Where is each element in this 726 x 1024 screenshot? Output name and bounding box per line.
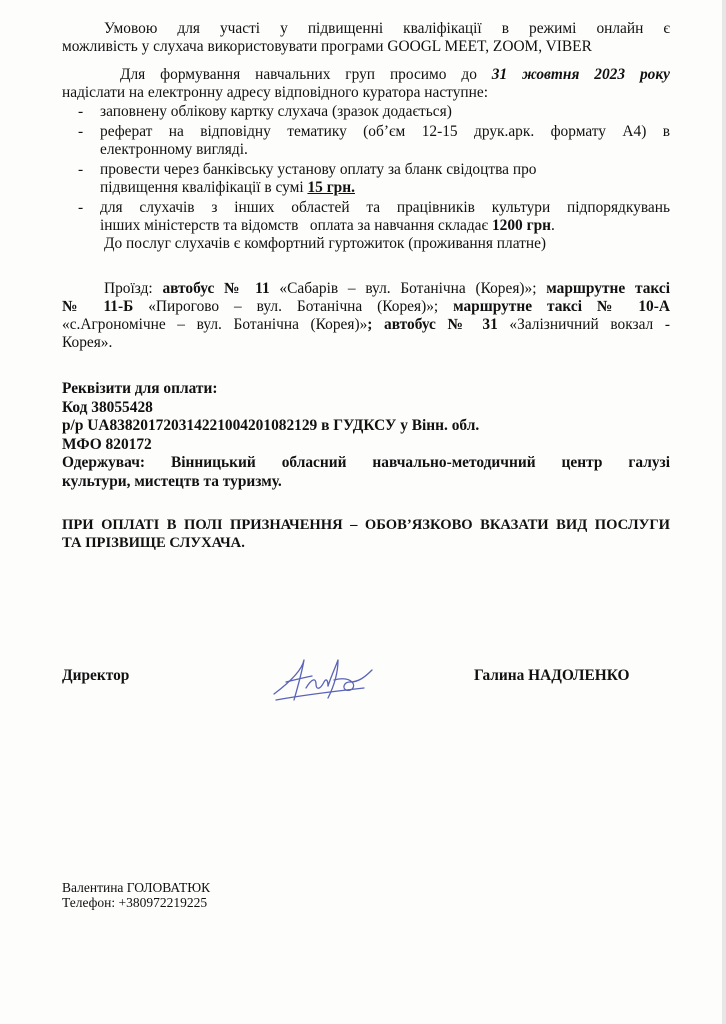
transport-section <box>62 280 670 352</box>
bus-31: ; автобус № 31 <box>367 316 498 333</box>
dormitory-note: До послуг слухачів є комфортний гуртожиток (проживання платне) <box>104 235 547 252</box>
list-item-text: заповнену облікову картку слухача (зразок додається) <box>100 103 452 120</box>
list-item-text: реферат на відповідну тематику (об’єм 12-15 друк.арк. формату А4) в <box>100 123 670 140</box>
signatory-name: Галина НАДОЛЕНКО <box>474 667 630 684</box>
payment-code: Код 38055428 <box>62 398 153 416</box>
payment-recipient: Одержувач: Вінницький обласний навчально-методичний центр галузі <box>62 454 670 471</box>
deadline-line <box>62 66 670 84</box>
payment-warning <box>62 516 670 552</box>
list-item-text-cont <box>100 217 670 235</box>
fee-amount: 15 грн. <box>307 179 355 196</box>
bullet-dash: - <box>78 199 84 216</box>
contact-block <box>62 880 210 910</box>
deadline-text: Для формування навчальних груп просимо до <box>120 66 492 83</box>
intro-line-1: Умовою для участі у підвищенні кваліфікації в режимі онлайн є <box>104 20 670 37</box>
payment-account: р/р UA838201720314221004201082129 в ГУДКСУ у Вінн. обл. <box>62 417 480 434</box>
requirements-list <box>62 103 670 253</box>
bus-11-route: «Сабарів – вул. Ботанічна (Корея)»; <box>269 280 547 297</box>
payment-recipient-cont: культури, мистецтв та туризму. <box>62 472 282 490</box>
fee-text: підвищення кваліфікації в сумі <box>100 179 308 196</box>
transport-label: Проїзд: <box>104 280 163 297</box>
payment-mfo: МФО 820172 <box>62 435 152 453</box>
payment-title: Реквізити для оплати: <box>62 380 218 397</box>
page-edge-shadow <box>722 0 726 1024</box>
transport-line-3 <box>62 316 670 334</box>
bullet-dash: - <box>78 161 84 178</box>
warning-line-2: ТА ПРІЗВИЩЕ СЛУХАЧА. <box>62 535 245 551</box>
list-item <box>62 161 670 197</box>
warning-line-1: ПРИ ОПЛАТІ В ПОЛІ ПРИЗНАЧЕННЯ – ОБОВ’ЯЗКОВО ВКАЗАТИ ВИД ПОСЛУГИ <box>62 517 670 533</box>
contact-phone: Телефон: +380972219225 <box>62 895 208 910</box>
tuition-amount: 1200 грн <box>491 217 551 234</box>
deadline-line-2: надіслати на електронну адресу відповідного куратора наступне: <box>62 84 488 101</box>
transport-line-4: Корея». <box>62 334 113 351</box>
transport-line-2 <box>62 298 670 316</box>
bus-31-route: «Залізничний вокзал - <box>497 316 670 333</box>
signatory-position: Директор <box>62 667 130 684</box>
taxi-label: маршрутне таксі <box>546 280 670 297</box>
tuition-text: інших міністерств та відомств оплата за навчання складає <box>100 217 492 234</box>
bullet-dash: - <box>78 103 84 120</box>
taxi-11b-route: «Пирогово – вул. Ботанічна (Корея)»; <box>133 298 454 315</box>
contact-person: Валентина ГОЛОВАТЮК <box>62 880 211 895</box>
taxi-10a-route: «с.Агрономічне – вул. Ботанічна (Корея)» <box>62 316 368 333</box>
list-item-text-cont <box>100 179 670 197</box>
list-item-text-cont: електронному вигляді. <box>100 141 248 158</box>
intro-section <box>62 20 670 56</box>
list-item-text: для слухачів з інших областей та працівників культури підпорядкувань <box>100 199 670 216</box>
list-item <box>62 199 670 235</box>
list-item <box>62 123 670 159</box>
deadline-section <box>62 66 670 102</box>
taxi-11b: № 11-Б <box>62 298 134 315</box>
list-item <box>62 103 670 121</box>
tuition-period: . <box>551 217 555 234</box>
payment-details <box>62 380 670 491</box>
deadline-date: 31 жовтня 2023 року <box>491 66 670 83</box>
taxi-10a: маршрутне таксі № 10-А <box>453 298 670 315</box>
bullet-dash: - <box>78 123 84 140</box>
bus-11: автобус № 11 <box>162 280 270 297</box>
intro-line-2: можливість у слухача використовувати програми GOOGL MEET, ZOOM, VIBER <box>62 38 592 55</box>
handwritten-signature <box>268 652 378 712</box>
list-item-text: провести через банківську установу оплату за бланк свідоцтва про <box>100 161 537 178</box>
transport-line-1 <box>62 280 670 298</box>
